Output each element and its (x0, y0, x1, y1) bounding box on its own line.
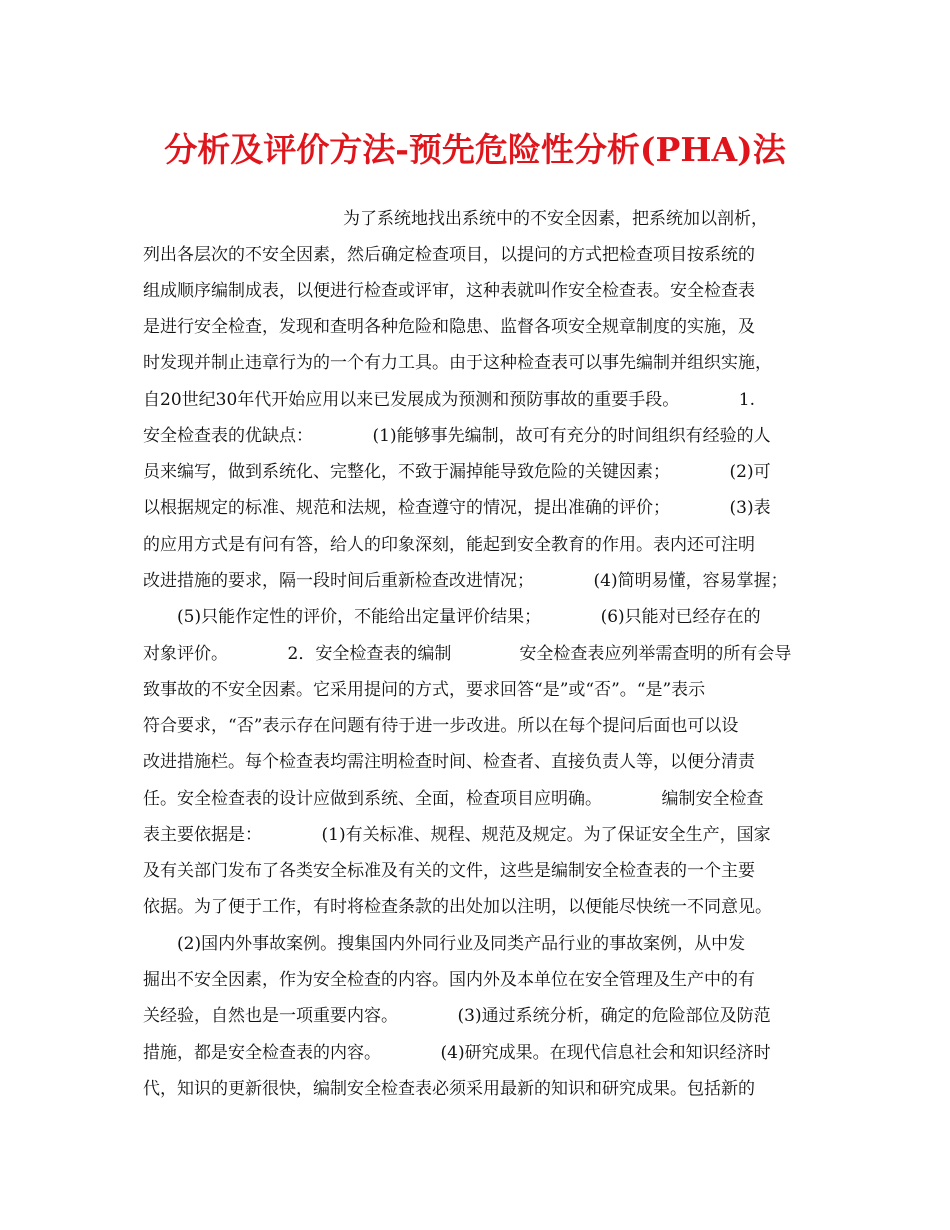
body-line: 改进措施的要求，隔一段时间后重新检查改进情况； (4)简明易懂，容易掌握； (143, 571, 788, 591)
body-line: 组成顺序编制成表，以便进行检查或评审，这种表就叫作安全检查表。安全检查表 (143, 281, 755, 301)
body-line: 为了系统地找出系统中的不安全因素，把系统加以剖析， (343, 209, 768, 229)
body-line: (2)国内外事故案例。搜集国内外同行业及同类产品行业的事故案例，从中发 (143, 934, 746, 954)
body-line: 列出各层次的不安全因素，然后确定检查项目，以提问的方式把检查项目按系统的 (143, 245, 755, 265)
body-line: 是进行安全检查，发现和查明各种危险和隐患、监督各项安全规章制度的实施，及 (143, 317, 755, 337)
body-line: 任。安全检查表的设计应做到系统、全面，检查项目应明确。 编制安全检查 (143, 789, 764, 809)
body-line: 致事故的不安全因素。它采用提问的方式，要求回答“是”或“否”。“是”表示 (143, 680, 706, 700)
body-line: (5)只能作定性的评价，不能给出定量评价结果； (6)只能对已经存在的 (143, 607, 761, 627)
body-line: 改进措施栏。每个检查表均需注明检查时间、检查者、直接负责人等，以便分清责 (143, 752, 755, 772)
body-line: 关经验，自然也是一项重要内容。 (3)通过系统分析，确定的危险部位及防范 (143, 1006, 771, 1026)
body-line: 符合要求，“否”表示存在问题有待于进一步改进。所以在每个提问后面也可以设 (143, 716, 739, 736)
body-line: 自20世纪30年代开始应用以来已发展成为预测和预防事故的重要手段。 1. (143, 390, 755, 410)
body-line: 对象评价。 2．安全检查表的编制 安全检查表应列举需查明的所有会导 (143, 644, 792, 664)
body-line: 及有关部门发布了各类安全标准及有关的文件，这些是编制安全检查表的一个主要 (143, 861, 755, 881)
body-line: 表主要依据是： (1)有关标准、规程、规范及规定。为了保证安全生产，国家 (143, 825, 771, 845)
body-line: 掘出不安全因素，作为安全检查的内容。国内外及本单位在安全管理及生产中的有 (143, 970, 755, 990)
body-line: 的应用方式是有问有答，给人的印象深刻，能起到安全教育的作用。表内还可注明 (143, 535, 755, 555)
body-line: 员来编写，做到系统化、完整化，不致于漏掉能导致危险的关键因素； (2)可 (143, 462, 771, 482)
document-title: 分析及评价方法-预先危险性分析(PHA)法 (164, 130, 786, 169)
body-line: 代，知识的更新很快，编制安全检查表必须采用最新的知识和研究成果。包括新的 (143, 1079, 755, 1099)
body-line: 时发现并制止违章行为的一个有力工具。由于这种检查表可以事先编制并组织实施， (143, 353, 772, 373)
body-line: 安全检查表的优缺点： (1)能够事先编制，故可有充分的时间组织有经验的人 (143, 426, 771, 446)
body-line: 措施，都是安全检查表的内容。 (4)研究成果。在现代信息社会和知识经济时 (143, 1043, 771, 1063)
body-line: 以根据规定的标准、规范和法规，检查遵守的情况，提出准确的评价； (3)表 (143, 498, 771, 518)
body-line: 依据。为了便于工作，有时将检查条款的出处加以注明，以便能尽快统一不同意见。 (143, 897, 772, 917)
